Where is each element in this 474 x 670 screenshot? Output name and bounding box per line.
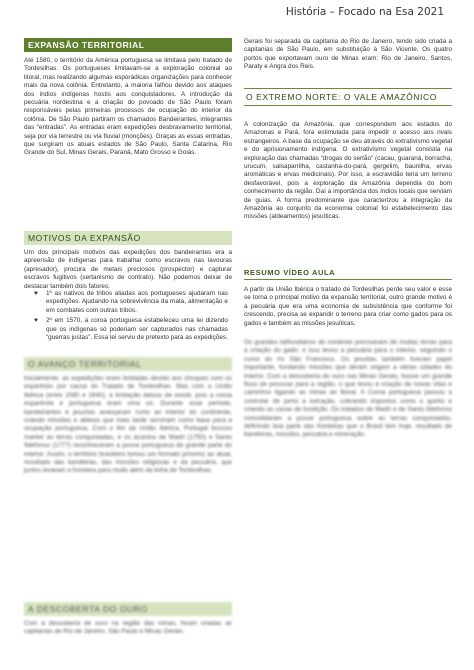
bullet-item [32,317,228,342]
bullet-marker: ♥ [34,317,38,325]
paragraph-avanco: Inicialmente, as expedições eram limitadas devido aos choques com os espanhóis por causa do Tratado de Tordesilhas. Mas com a União Ibérica (entre 1580 e 1640), a limitação deixou de existir, pois a coroa espanhola e portuguesa eram uma só. Durante esse período, bandeirantes e jesuítas avançaram rumo ao interior do continente, criando missões e aldeias que mais tarde serviriam como base para a ocupação portuguesa. Com o fim da União Ibérica, Portugal buscou manter as terras conquistadas, e os acordos de Madri (1750) e Santo Ildefonso (1777) reconheceram a posse portuguesa de grande parte do interior. Assim, o território brasileiro tomou um formato próximo ao atual, resultado das bandeiras, das missões religiosas e da pecuária, que juntos levaram a fronteira para muito além da linha de Tordesilhas. [24,375,232,475]
section-header-ouro: A DESCOBERTA DO OURO [24,602,232,616]
paragraph-minas-continuation: Gerais foi separada da capitania do Rio de Janeiro, tendo sido criada a capitanias de São Paulo, em substituição à São Vicente. Os quatro portos que exportavam ouro de Minas eram: Rio de Janeiro, Santos, Paraty e Angra dos Reis. [244,38,452,71]
paragraph-resumo-blurred: Os grandes latifundiários do nordeste precisavam de muitas terras para a criação do gado, e isso levou a pecuária para o interior, seguindo o curso do rio São Francisco. Os jesuítas também tiveram papel importante, fundando missões que deram origem a várias cidades do interior. Com a descoberta do ouro nas Minas Gerais, houve um grande fluxo de pessoas para a região, o que levou à criação de novas vilas e caminhos ligando as minas ao litoral. A Coroa portuguesa passou a controlar de perto a extração, cobrando impostos como o quinto e criando as casas de fundição. Os tratados de Madri e de Santo Ildefonso consolidaram a posse portuguesa sobre as terras conquistadas, definindo boa parte das fronteiras que o Brasil tem hoje, resultado de bandeiras, missões, pecuária e mineração. [244,339,452,439]
running-title: História – Focado na Esa 2021 [285,6,444,18]
section-header-vale-amazonico: O EXTREMO NORTE: O VALE AMAZÔNICO [244,88,452,106]
section-header-expansao: EXPANSÃO TERRITORIAL [24,38,232,52]
section-header-avanco: O AVANÇO TERRITORIAL [24,357,232,371]
bullet-ordinal: 1º [46,290,52,297]
section-header-resumo: RESUMO VÍDEO AULA [244,268,452,280]
motivos-bullet-list [32,290,228,344]
section-header-motivos: MOTIVOS DA EXPANSÃO [24,231,232,245]
bullet-item [32,290,228,315]
bullet-text: em 1570, a coroa portuguesa estabeleceu uma lei dizendo que os indígenas só poderiam ser capturados nas chamadas “guerras justas”. Essa lei serviu de pretexto para as expedições. [46,317,228,342]
paragraph-ouro: Com a descoberta de ouro na região das minas, foram criadas as capitanias de Rio de Janeiro, São Paulo e Minas Gerais. [24,620,232,636]
bullet-marker: ♥ [34,290,38,297]
bullet-text: as nativos de tribos aliadas aos portugueses ajudaram nas expedições. Ajudando na sobrevivência da mata, alimentação e em combates com outras tribos. [46,290,228,314]
paragraph-expansao: Até 1580, o território da América portuguesa se limitava pelo tratado de Tordesilhas. Os portugueses limitavam-se a exploração colonial ao litoral, mas realizando algumas esporádicas organizações para conhecer mais da nova colônia. Entretanto, a maioria falhou devido aos ataques dos índios indígenas hostis aos conquistadores. A introdução da pecuária nordestina e a criação do povoado de São Paulo foram responsáveis pelas primeiras processos de ocupação do interior da colônia. De São Paulo partiram os chamados Bandeirantes, integrantes das “entradas”. As entradas eram expedições desbravamento territorial, seja por via terrestre ou via fluvial (monções). Graças as essas entradas, que surgiram os atuais estados de São Paulo, Santa Catarina, Rio Grande do Sul, Minas Gerais, Paraná, Mato Grosso e Goiás. [24,57,232,157]
bullet-ordinal: 2º [46,317,52,325]
paragraph-motivos: Um dos principais motivos das expedições dos bandeirantes era a apreensão de indígenas para trabalhar como escravos nas lavouras (apresador), procura de metais preciosos (prospector) e capturar escravos fugitivos (sertanismo de contrato). Não podemos deixar de destacar também dois fatores: [24,249,232,290]
paragraph-resumo-clear: A partir da União Ibérica o tratado de Tordesilhas perde seu valor e esse se torna o principal motivo da expansão territorial, outro grande motivo é a pecuária que era uma economia de subsistência que conforme foi crescendo, precisa se expandir o terreno para criar como gados para os gados e também as missões jesuíticas. [244,286,452,327]
paragraph-vale-amazonico: A colonização da Amazônia, que correspondem aos estados do Amazonas e Pará, fora estimulada para impedir o acesso aos rivais estrangeiros. A base da ocupação se deu através do extrativismo vegetal e do aprisionamento indígena. O extrativismo vegetal consistia na exploração das chamadas “drogas do sertão” (cacau, guaraná, borracha, urucum, salsaparrilha, castanha-do-pará, gergelim, baunilha, ervas aromáticas e ervas medicinais). Por isso, a escravidão teria um terreno desfavorável, pois a exploração da Amazônia dependia do bom conhecimento da região. Daí a importância dos índios locais que serviam de guias. A forma predominante que caracterizou a integração da Amazônia ao conjunto da economia colonial foi estabelecimento das missões (aldeamentos) jesuíticas. [244,121,452,221]
